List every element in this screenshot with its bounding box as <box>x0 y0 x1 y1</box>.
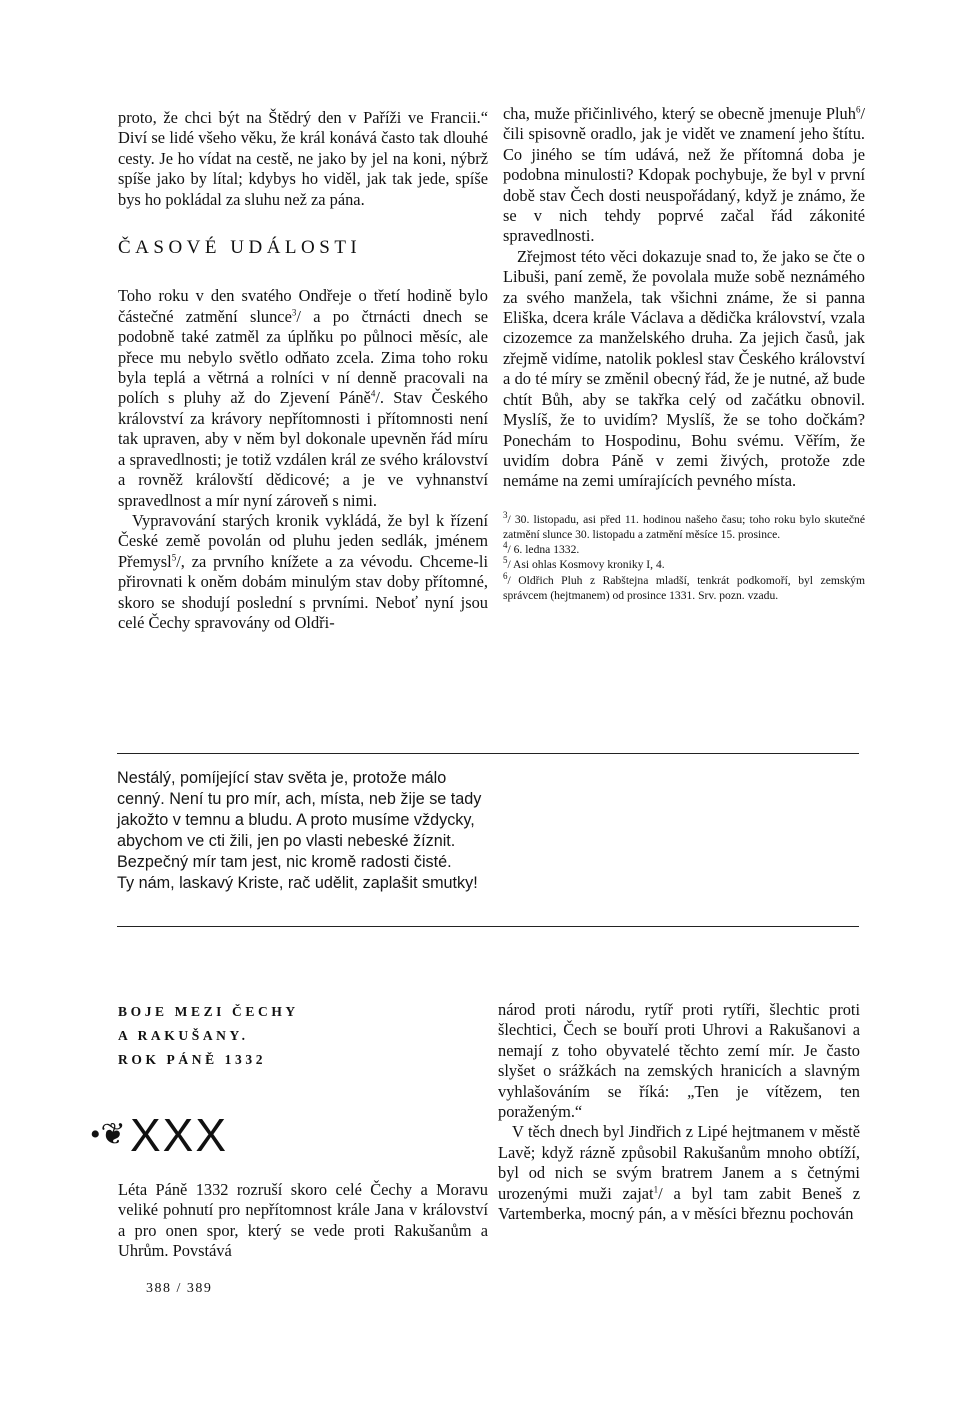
footnote-text: / Oldřich Pluh z Rabštejna mladší, tenkrát podkomoří, byl zemským správcem (hejtmanem) od prosince 1331. Srv. pozn. vzadu. <box>503 573 865 602</box>
lava-paragraph <box>498 1122 860 1224</box>
text-run: cha, muže přičinlivého, který se obecně jmenuje Pluh <box>503 104 856 123</box>
text-run: / a byl tam zabit Beneš z Vartemberka, mocný pán, a v měsíci březnu pochován <box>498 1183 860 1224</box>
footnote-number: 6 <box>503 570 508 581</box>
chapter-body <box>118 1180 488 1262</box>
text-run: / čili spisovně oradlo, jak je vidět ve znamení jeho štítu. Co jiného se tím udává, než že přítomná doba je podobna minulosti? Kdopak pochybuje, že byl v první době stav Čech dosti neuspořádaný, když je známo, že se v nich tehdy poprvé začal řád zákonité spravedlnosti. <box>503 104 865 246</box>
footnote-text: / 30. listopadu, asi před 11. hodinou našeho času; toho roku bylo skutečné zatmění slunce 30. listopadu a zatmění měsíce 15. prosince. <box>503 512 865 541</box>
chapter-number-row <box>90 1109 488 1161</box>
text-run: Toho roku v den svatého Ondřeje o třetí hodině bylo částečné zatmění slunce <box>118 286 488 326</box>
poem-line: Bezpečný mír tam jest, nic kromě radosti čisté. <box>117 853 452 871</box>
events-paragraph-2 <box>118 511 488 633</box>
footnote-4 <box>503 542 865 557</box>
footnote-number: 5 <box>503 555 508 566</box>
poem-line: Nestálý, pomíjející stav světa je, protože málo <box>117 769 447 787</box>
poem-line: Ty nám, laskavý Kriste, rač udělit, zaplašit smutky! <box>117 874 478 892</box>
footnote-5 <box>503 557 865 572</box>
text-run: /, za prvního knížete a za vévodu. Chceme-li přirovnati k oněm dobám minulým stav doby přítomné, skoro se shodují poslední s prvními. Neboť nyní jsou celé Čechy spravovány od Oldři- <box>118 551 488 632</box>
text-run: V těch dnech byl Jindřich z Lipé hejtmanem v městě Lavě; když rázně způsobil Rakušanům mnoho obtíží, byl od nich se svým bratrem Janem a s četnými urozenými muži zajat <box>498 1122 860 1203</box>
top-left-column <box>118 108 488 633</box>
chapter-title <box>118 1000 488 1072</box>
events-paragraph-1 <box>118 286 488 510</box>
footnote-number: 4 <box>503 540 508 551</box>
chapter-title-line: ROK PÁNĚ 1332 <box>118 1052 267 1067</box>
footnote-ref[interactable]: 4 <box>370 389 376 399</box>
fleuron-icon: •❦ <box>90 1118 126 1151</box>
continuation-paragraph <box>503 104 865 247</box>
chapter-paragraph: Léta Páně 1332 rozruší skoro celé Čechy a Moravu veliké pohnutí pro nepřítomnost krále Jana v království a pro onen spor, který se vede proti Rakušanům a Uhrům. Povstává <box>118 1180 488 1261</box>
poem <box>117 768 677 894</box>
text-run: /. Stav Českého království za krávory nepřítomnosti i přítomnosti není tak upraven, aby v něm byl dokonale upevněn řád míru a spravedlnosti; je totiž vzdálen král ze svého království a rovněž královští dědicové; a je ve vyhnanství spravedlnost a mír nyní zároveň s nimi. <box>118 388 488 510</box>
footnote-text: / Asi ohlas Kosmovy kroniky I, 4. <box>507 558 665 572</box>
footnote-ref[interactable]: 6 <box>855 104 861 115</box>
footnote-ref[interactable]: 5 <box>171 552 177 563</box>
footnote-ref[interactable]: 3 <box>291 307 297 318</box>
text-run: / a po čtrnácti dnech se podobně také zatměl za úplňku po půlnoci měsíc, ale přece mu nebylo světlo odňato zcela. Zima toho roku byla teplá a větrná a rolníci v ní denně pracovali na polích s pluhy až do Zjevení Páně <box>118 306 489 408</box>
section-heading: ČASOVÉ UDÁLOSTI <box>118 237 362 259</box>
divider-rule <box>117 753 859 754</box>
bottom-right-column <box>498 1000 860 1224</box>
top-right-column <box>503 104 865 603</box>
chapter-number: XXX <box>130 1109 229 1161</box>
footnote-number: 3 <box>503 509 508 520</box>
footnote-ref[interactable]: 1 <box>653 1184 659 1195</box>
poem-line: jakožto v temnu a bludu. A proto musíme vždycky, <box>117 811 475 829</box>
conflict-paragraph: národ proti národu, rytíř proti rytíři, šlechtic proti šlechtici, Čech se bouří proti Uhrovi a Rakušanovi a nemají z toho obyvatelé těchto zemí mír. Je často slyšet o srážkách na zemských hranicích a slavným vyhlašováním se říká: „Ten je vítězem, ten poraženým.“ <box>498 1000 860 1122</box>
divider-rule <box>117 926 859 927</box>
poem-line: abychom ve cti žili, jen po vlasti nebeské žíznit. <box>117 832 456 850</box>
page-numbers: 388 / 389 <box>146 1281 213 1296</box>
footnotes <box>503 509 865 603</box>
chapter-title-line: BOJE MEZI ČECHY <box>118 1004 299 1019</box>
footnote-3 <box>503 509 865 542</box>
poem-line: cenný. Není tu pro mír, ach, místa, neb žije se tady <box>117 790 482 808</box>
chapter-block <box>90 1000 488 1262</box>
chapter-title-line: A RAKUŠANY. <box>118 1028 249 1043</box>
footnote-6 <box>503 570 865 603</box>
footnote-text: / 6. ledna 1332. <box>507 543 580 557</box>
text-run: Vypravování starých kronik vykládá, že byl k řízení České země povolán od pluhu jeden sedlák, jménem Přemysl <box>118 510 488 571</box>
libuse-paragraph: Zřejmost této věci dokazuje snad to, že jako se čte o Libuši, paní země, že povolala muže sobě neznámého za svého manžela, tak všichni známe, že si panna Eliška, dcera krále Václava a dědička království, vzala cizozemce za manželského druha. Za jejich časů, jak zřejmě vidíme, natolik poklesl stav Českého království a do té míry se změnil obecný řád, že je nutné, až bude chtít Bůh, aby se takřka celý od začátku obnovil. Myslíš, že to uvidím? Myslíš, že se toho dočkám? Ponechám to Hospodinu, Bohu svému. Věřím, že uvidím dobra Páně v zemi živých, protože zde nemáme na zemi umírajících pevného místa. <box>503 246 865 491</box>
intro-paragraph: proto, že chci být na Štědrý den v Paříži ve Francii.“ Diví se lidé všeho věku, že král konává často tak dlouhé cesty. Je ho vídat na cestě, ne jako by jel na koni, nýbrž spíše jako by lítal; kdybys ho viděl, jak tak jede, spíše bys ho pokládal za sluhu než za pána. <box>118 108 488 209</box>
